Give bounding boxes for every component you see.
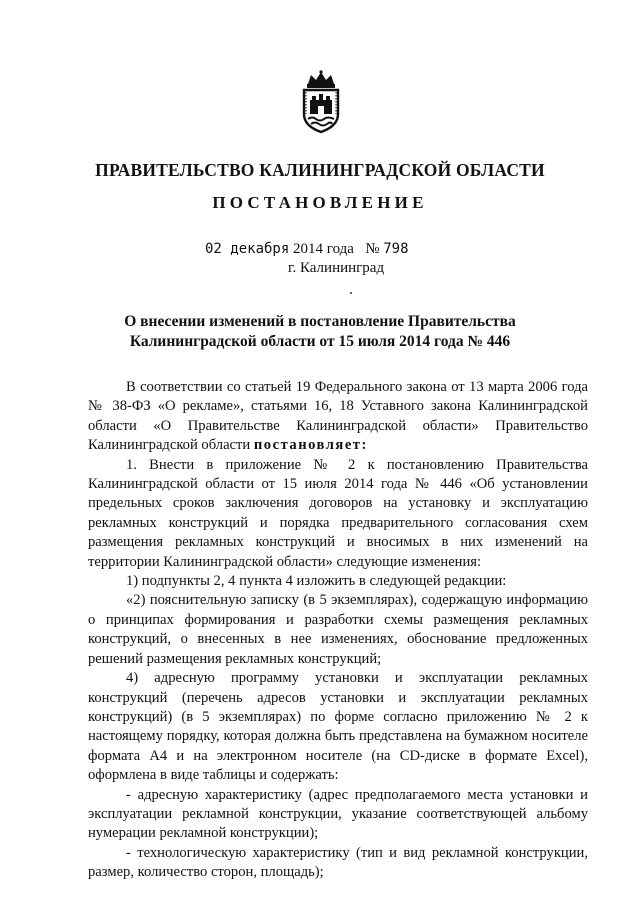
subject-line-2: Калининградской области от 15 июля 2014 года № 446	[129, 333, 511, 350]
paragraph-subitem-2: «2) пояснительную записку (в 5 экземплярах), содержащую информацию о принципах формирования и разработки схемы размещения рекламных конструкций, о внесенных в нее изменениях, обоснование предложенных решений размещения рекламных конструкций;	[88, 592, 588, 667]
paragraph-tech-characteristic: - технологическую характеристику (тип и вид рекламной конструкции, размер, количество сторон, площадь);	[88, 844, 588, 881]
paragraph-preamble	[88, 378, 588, 456]
decree-body	[88, 378, 588, 883]
decree-number: 798	[383, 241, 409, 257]
decree-date-line	[205, 241, 409, 258]
paragraph-item-1: 1. Внести в приложение № 2 к постановлению Правительства Калининградской области от 15 июля 2014 года № 446 «Об установлении предельных сроков заключения договоров на установку и эксплуатацию рекламных конструкций и порядка предварительного согласования схем размещения рекламных конструкций и вносимых в них изменений на территории Калининградской области» следующие изменения:	[88, 456, 588, 570]
paragraph-address-characteristic: - адресную характеристику (адрес предполагаемого места установки и эксплуатации рекламной конструкции, указание соответствующей альбому нумерации рекламной конструкции);	[88, 786, 588, 842]
decree-city: г. Калининград	[288, 260, 385, 276]
paragraph-subitem-4: 4) адресную программу установки и эксплуатации рекламных конструкций (перечень адресов установки и эксплуатации рекламных конструкций) (в 5 экземплярах) по форме согласно приложению № 2 к настоящему порядку, которая должна быть представлена на бумажном носителе формата А4 и на электронном носителе (на CD-диске в формате Excel), оформлена в виде таблицы и содержать:	[88, 670, 588, 784]
resolves-word: постановляет:	[253, 437, 368, 454]
preamble-text: В соответствии со статьей 19 Федерального закона от 13 марта 2006 года № 38-ФЗ «О рекламе», статьями 16, 18 Уставного закона Калининградской области «О Правительстве Калининградской области» Правительство Калининградской области	[88, 379, 588, 454]
decree-year: 2014 года	[293, 241, 354, 257]
number-sign: №	[365, 241, 380, 257]
subject-line-1: О внесении изменений в постановление Правительства	[124, 313, 516, 330]
government-name: ПРАВИТЕЛЬСТВО КАЛИНИНГРАДСКОЙ ОБЛАСТИ	[95, 160, 545, 180]
decree-date: 02 декабря	[205, 241, 290, 257]
decree-subject	[0, 312, 640, 352]
paragraph-subitems: 1) подпункты 2, 4 пункта 4 изложить в следующей редакции:	[126, 573, 507, 590]
scan-speck	[350, 292, 352, 294]
document-type: ПОСТАНОВЛЕНИЕ	[212, 193, 428, 212]
coat-of-arms-icon	[296, 70, 346, 134]
